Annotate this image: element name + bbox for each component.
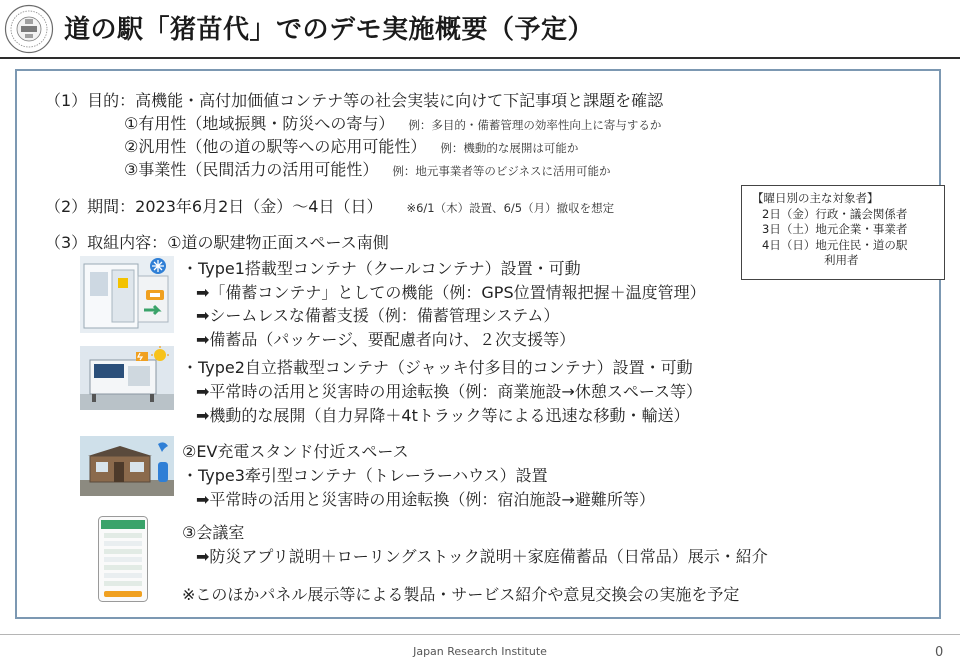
meeting-room-title: ③会議室 — [182, 523, 245, 542]
item-main: ①有用性（地域振興・防災への寄与） — [124, 114, 395, 133]
closing-note: ※このほかパネル展示等による製品・サービス紹介や意見交換会の実施を予定 — [182, 585, 740, 604]
type1-item: ➡「備蓄コンテナ」としての機能（例：GPS位置情報把握＋温度管理） — [196, 283, 706, 302]
type1-item: ➡シームレスな備蓄支援（例：備蓄管理システム） — [196, 306, 560, 325]
item-main: ③事業性（民間活力の活用可能性） — [124, 160, 379, 179]
callout-line: 3日（土）地元企業・事業者 — [762, 222, 908, 236]
period-text: （2）期間：2023年6月2日（金）〜4日（日） — [45, 197, 383, 216]
callout-line: 利用者 — [824, 253, 859, 267]
slide-header — [0, 0, 960, 58]
item-main: ②汎用性（他の道の駅等への応用可能性） — [124, 137, 427, 156]
header-divider — [0, 57, 960, 59]
type2-item: ➡平常時の活用と災害時の用途転換（例：商業施設→休憩スペース等） — [196, 382, 703, 401]
callout-line: 2日（金）行政・議会関係者 — [762, 206, 908, 221]
meeting-room-item: ➡防災アプリ説明＋ローリングストック説明＋家庭備蓄品（日常品）展示・紹介 — [196, 547, 768, 566]
callout-line: 4日（日）地元住民・道の駅 — [762, 237, 908, 252]
callout-title: 【曜日別の主な対象者】 — [752, 191, 879, 205]
page-number: 0 — [935, 645, 944, 660]
type2-title: ・Type2自立搭載型コンテナ（ジャッキ付多目的コンテナ）設置・可動 — [182, 358, 693, 377]
period-note: ※6/1（木）設置、6/5（月）撤収を想定 — [406, 201, 615, 215]
type2-item: ➡機動的な展開（自力昇降＋4tトラック等による迅速な移動・輸送） — [196, 406, 690, 425]
type3-item: ➡平常時の活用と災害時の用途転換（例：宿泊施設→避難所等） — [196, 490, 655, 509]
disaster-app-phone — [98, 516, 148, 602]
section1-item-3 — [124, 157, 611, 180]
section1-heading: （1）目的：高機能・高付加価値コンテナ等の社会実装に向けて下記事項と課題を確認 — [45, 91, 664, 110]
audience-callout — [741, 185, 945, 280]
footer-divider — [0, 634, 960, 635]
jack-container-photo — [80, 346, 174, 410]
cool-container-photo — [80, 256, 174, 333]
page-title: 道の駅「猪苗代」でのデモ実施概要（予定） — [64, 15, 595, 45]
item-example: 例：地元事業者等のビジネスに活用可能か — [392, 164, 611, 178]
type3-title: ・Type3牽引型コンテナ（トレーラーハウス）設置 — [182, 466, 548, 485]
item-example: 例：機動的な展開は可能か — [440, 141, 579, 155]
section2-heading — [45, 194, 614, 217]
trailer-house-photo — [80, 436, 174, 496]
footer-company: Japan Research Institute — [413, 645, 547, 658]
section1-item-1 — [124, 111, 661, 134]
type1-item: ➡備蓄品（パッケージ、要配慮者向け、２次支援等） — [196, 330, 576, 349]
type1-title: ・Type1搭載型コンテナ（クールコンテナ）設置・可動 — [182, 259, 581, 278]
item-example: 例：多目的・備蓄管理の効率性向上に寄与するか — [408, 118, 662, 132]
section3-heading: （3）取組内容：①道の駅建物正面スペース南側 — [45, 233, 389, 252]
section1-item-2 — [124, 134, 578, 157]
ev-area-title: ②EV充電スタンド付近スペース — [182, 442, 409, 461]
university-seal-icon — [4, 4, 54, 54]
